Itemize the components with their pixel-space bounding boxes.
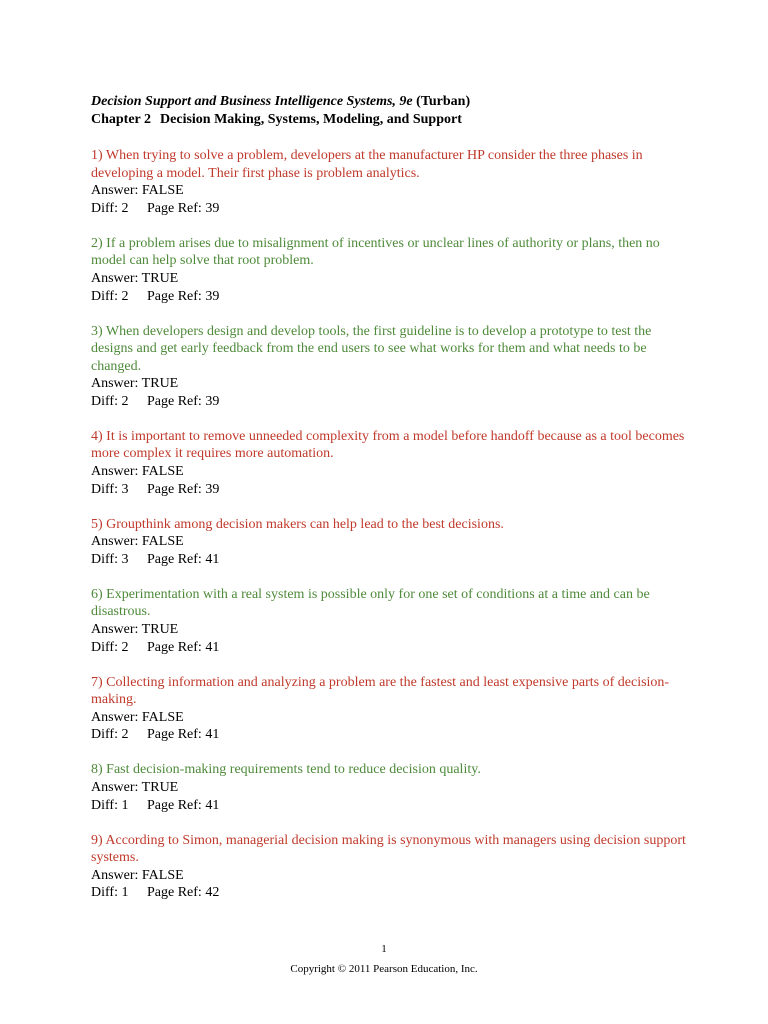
question-difficulty: Diff: 3 — [91, 481, 129, 497]
book-author: (Turban) — [416, 94, 471, 109]
question-page-ref: Page Ref: 39 — [147, 393, 220, 409]
question-meta — [91, 200, 691, 218]
question-difficulty: Diff: 2 — [91, 727, 129, 743]
book-title: Decision Support and Business Intelligence Systems, 9e — [91, 94, 413, 109]
question-difficulty: Diff: 3 — [91, 551, 129, 567]
page-footer — [0, 942, 768, 977]
question-text: 1) When trying to solve a problem, developers at the manufacturer HP consider the three phases in developing a model. Their first phase is problem analytics. — [91, 148, 643, 181]
question-difficulty: Diff: 1 — [91, 797, 129, 813]
question-difficulty: Diff: 1 — [91, 885, 129, 901]
question-page-ref: Page Ref: 42 — [147, 885, 220, 901]
question-answer: Answer: FALSE — [91, 709, 184, 725]
question-text: 6) Experimentation with a real system is possible only for one set of conditions at a time and can be disastrous. — [91, 586, 650, 620]
chapter-heading — [91, 111, 691, 129]
question-meta — [91, 481, 691, 499]
question-page-ref: Page Ref: 41 — [147, 727, 220, 743]
question-page-ref: Page Ref: 41 — [147, 797, 220, 813]
question-item — [91, 428, 691, 498]
question-text: 5) Groupthink among decision makers can help lead to the best decisions. — [91, 516, 504, 532]
document-page — [91, 93, 691, 919]
question-meta — [91, 551, 691, 569]
question-item — [91, 235, 691, 305]
chapter-label: Chapter 2 — [91, 112, 152, 127]
question-text: 4) It is important to remove unneeded complexity from a model before handoff because as a tool becomes more complex it requires more automation. — [91, 428, 685, 462]
question-item — [91, 516, 691, 569]
question-page-ref: Page Ref: 39 — [147, 481, 220, 497]
question-item — [91, 674, 691, 744]
question-difficulty: Diff: 2 — [91, 288, 129, 304]
question-list — [91, 147, 691, 902]
question-text: 9) According to Simon, managerial decision making is synonymous with managers using decision support systems. — [91, 832, 686, 866]
question-meta — [91, 726, 691, 744]
question-text: 8) Fast decision-making requirements tend to reduce decision quality. — [91, 762, 481, 778]
question-answer: Answer: FALSE — [91, 183, 184, 199]
question-text: 7) Collecting information and analyzing a problem are the fastest and least expensive parts of decision-making. — [91, 674, 670, 708]
question-meta — [91, 797, 691, 815]
question-difficulty: Diff: 2 — [91, 200, 129, 216]
book-title-line — [91, 93, 691, 111]
question-item — [91, 147, 691, 217]
question-page-ref: Page Ref: 39 — [147, 288, 220, 304]
question-text: 3) When developers design and develop tools, the first guideline is to develop a prototype to test the designs and get early feedback from the end users to see what works for them and what needs to be changed. — [91, 323, 652, 374]
question-answer: Answer: FALSE — [91, 464, 184, 480]
question-page-ref: Page Ref: 41 — [147, 551, 220, 567]
question-item — [91, 761, 691, 814]
question-answer: Answer: TRUE — [91, 376, 179, 392]
question-meta — [91, 884, 691, 902]
question-text: 2) If a problem arises due to misalignment of incentives or unclear lines of authority or plans, then no model can help solve that root problem. — [91, 235, 660, 269]
question-answer: Answer: FALSE — [91, 534, 184, 550]
chapter-title: Decision Making, Systems, Modeling, and Support — [160, 112, 462, 127]
question-meta — [91, 639, 691, 657]
question-page-ref: Page Ref: 41 — [147, 639, 220, 655]
question-answer: Answer: TRUE — [91, 270, 179, 286]
question-item — [91, 323, 691, 411]
question-answer: Answer: FALSE — [91, 867, 184, 883]
question-meta — [91, 288, 691, 306]
question-answer: Answer: TRUE — [91, 779, 179, 795]
question-difficulty: Diff: 2 — [91, 393, 129, 409]
page-number: 1 — [381, 943, 387, 955]
question-difficulty: Diff: 2 — [91, 639, 129, 655]
question-item — [91, 586, 691, 656]
question-item — [91, 832, 691, 902]
question-page-ref: Page Ref: 39 — [147, 200, 220, 216]
copyright-notice: Copyright © 2011 Pearson Education, Inc. — [290, 963, 478, 975]
question-answer: Answer: TRUE — [91, 622, 179, 638]
question-meta — [91, 393, 691, 411]
